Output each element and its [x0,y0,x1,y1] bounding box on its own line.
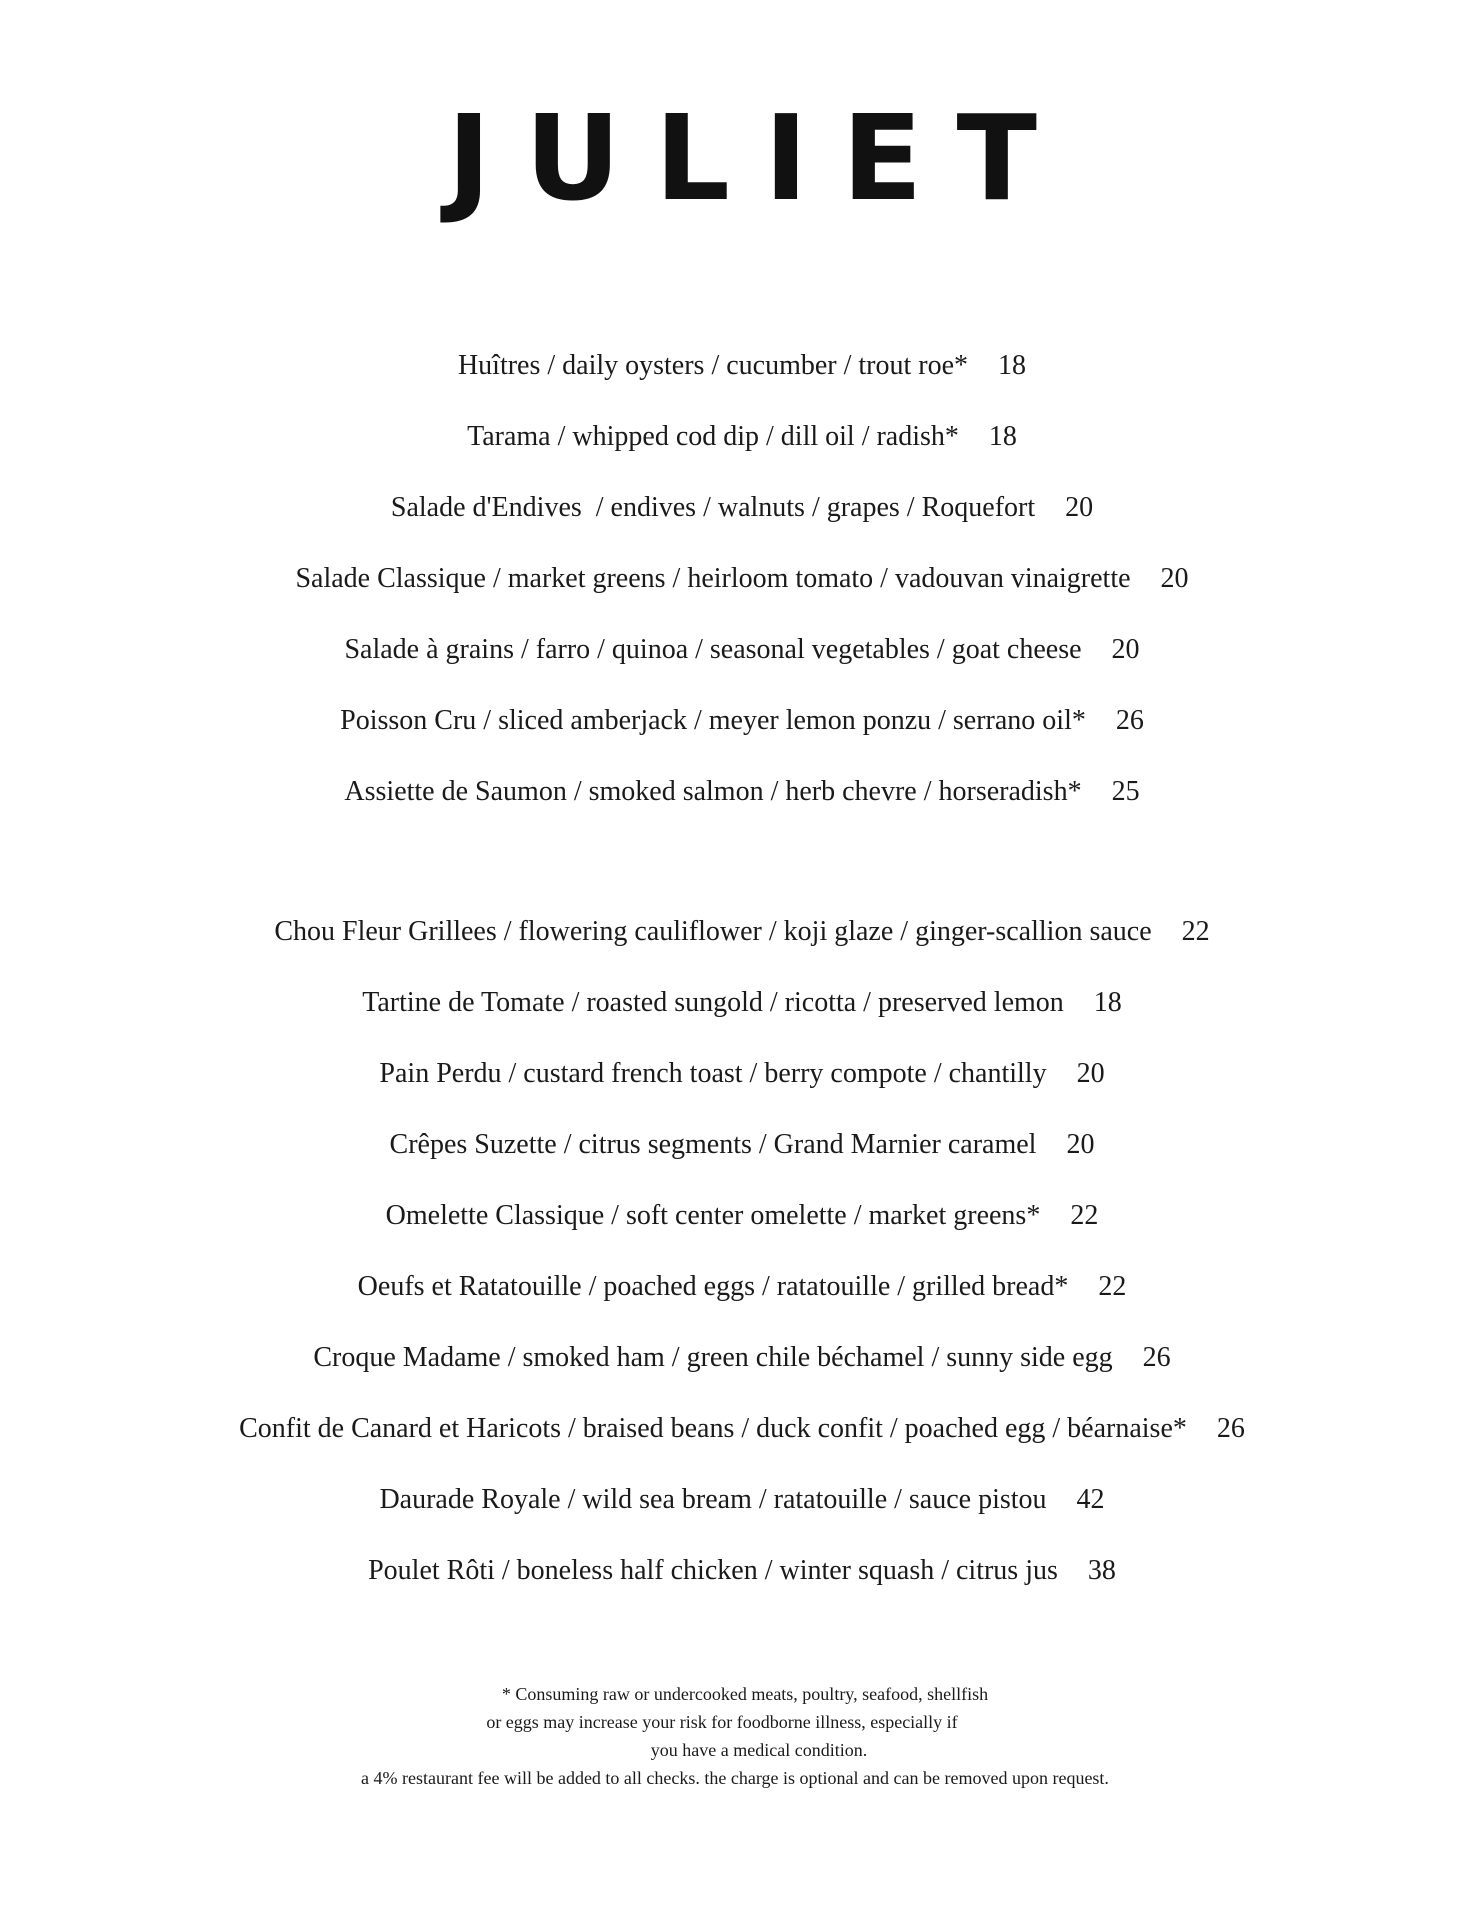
menu-section-1 [0,346,1484,843]
item-price: 18 [998,350,1027,381]
item-description: Salade Classique / market greens / heirloom tomato / vadouvan vinaigrette [295,563,1131,594]
menu-section-2 [0,912,1484,1622]
item-description: Huîtres / daily oysters / cucumber / trout roe* [457,350,969,381]
menu-item [0,772,1484,843]
menu-item [0,1267,1484,1338]
item-description: Salade d'Endives / endives / walnuts / grapes / Roquefort [390,492,1036,523]
item-price: 38 [1087,1555,1116,1586]
footer-disclaimer [0,1680,1484,1792]
item-price: 22 [1098,1271,1127,1302]
item-price: 22 [1181,916,1210,947]
menu-item [0,1125,1484,1196]
footer-line: you have a medical condition. [650,1740,868,1760]
menu-item [0,1054,1484,1125]
item-price: 25 [1111,776,1140,807]
item-price: 26 [1115,705,1144,736]
item-description: Pain Perdu / custard french toast / berry compote / chantilly [379,1058,1047,1089]
item-price: 20 [1065,492,1094,523]
item-price: 26 [1142,1342,1171,1373]
item-description: Confit de Canard et Haricots / braised beans / duck confit / poached egg / béarnaise* [239,1413,1187,1444]
menu-item [0,1551,1484,1622]
item-description: Poulet Rôti / boneless half chicken / winter squash / citrus jus [368,1555,1058,1586]
item-price: 18 [1093,987,1122,1018]
menu-item [0,488,1484,559]
item-description: Tartine de Tomate / roasted sungold / ricotta / preserved lemon [362,987,1064,1018]
item-price: 18 [988,421,1017,452]
item-price: 20 [1066,1129,1095,1160]
menu-item [0,417,1484,488]
menu-item [0,1196,1484,1267]
menu-item [0,346,1484,417]
footer-line: * Consuming raw or undercooked meats, poultry, seafood, shellfish [501,1684,989,1704]
item-price: 20 [1160,563,1189,594]
item-description: Assiette de Saumon / smoked salmon / herb chevre / horseradish* [344,776,1082,807]
menu-item [0,630,1484,701]
item-price: 26 [1216,1413,1245,1444]
item-description: Poisson Cru / sliced amberjack / meyer lemon ponzu / serrano oil* [340,705,1086,736]
item-description: Crêpes Suzette / citrus segments / Grand Marnier caramel [389,1129,1037,1160]
item-price: 20 [1076,1058,1105,1089]
restaurant-logo: JULIET [447,89,1071,227]
item-description: Daurade Royale / wild sea bream / ratatouille / sauce pistou [379,1484,1047,1515]
item-price: 42 [1076,1484,1105,1515]
item-description: Chou Fleur Grillees / flowering cauliflower / koji glaze / ginger-scallion sauce [274,916,1152,947]
menu-item [0,559,1484,630]
menu-item [0,701,1484,772]
menu-item [0,983,1484,1054]
item-description: Tarama / whipped cod dip / dill oil / radish* [467,421,959,452]
footer-line: a 4% restaurant fee will be added to all checks. the charge is optional and can be removed upon request. [361,1768,1109,1788]
menu-item [0,1338,1484,1409]
footer-line: or eggs may increase your risk for foodborne illness, especially if [486,1712,958,1732]
item-description: Omelette Classique / soft center omelette / market greens* [385,1200,1041,1231]
menu-item [0,1409,1484,1480]
item-description: Oeufs et Ratatouille / poached eggs / ratatouille / grilled bread* [357,1271,1069,1302]
item-description: Salade à grains / farro / quinoa / seasonal vegetables / goat cheese [344,634,1082,665]
item-price: 20 [1111,634,1140,665]
menu-item [0,912,1484,983]
menu-item [0,1480,1484,1551]
item-price: 22 [1070,1200,1099,1231]
item-description: Croque Madame / smoked ham / green chile béchamel / sunny side egg [313,1342,1113,1373]
